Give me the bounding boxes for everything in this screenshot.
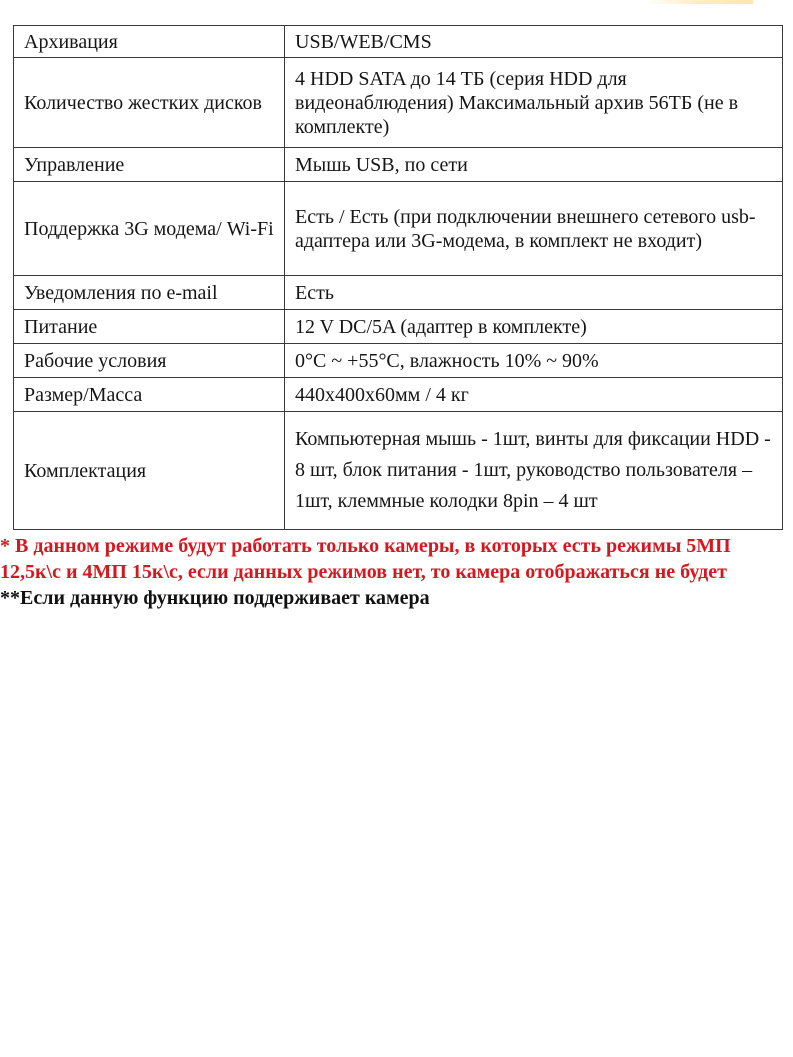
table-row xyxy=(14,378,783,412)
spec-label: Количество жестких дисков xyxy=(14,58,285,148)
table-row xyxy=(14,58,783,148)
spec-value: Есть xyxy=(285,276,783,310)
table-row xyxy=(14,182,783,276)
spec-value: 440x400x60мм / 4 кг xyxy=(285,378,783,412)
spec-value: 12 V DC/5A (адаптер в комплекте) xyxy=(285,310,783,344)
spec-value: Есть / Есть (при подключении внешнего сетевого usb-адаптера или 3G-модема, в комплект не входит) xyxy=(285,182,783,276)
spec-label: Комплектация xyxy=(14,412,285,530)
table-row xyxy=(14,310,783,344)
spec-label: Поддержка 3G модема/ Wi-Fi xyxy=(14,182,285,276)
spec-label: Уведомления по e-mail xyxy=(14,276,285,310)
spec-label: Архивация xyxy=(14,26,285,58)
spec-value: 4 HDD SATA до 14 ТБ (серия HDD для видеонаблюдения) Максимальный архив 56ТБ (не в комплекте) xyxy=(285,58,783,148)
spec-value: Мышь USB, по сети xyxy=(285,148,783,182)
footnotes xyxy=(0,533,790,611)
table-row xyxy=(14,276,783,310)
table-row xyxy=(14,412,783,530)
footnote-camera-support: **Если данную функцию поддерживает камера xyxy=(0,587,430,609)
spec-value: USB/WEB/CMS xyxy=(285,26,783,58)
spec-label: Управление xyxy=(14,148,285,182)
table-row xyxy=(14,148,783,182)
spec-value: 0°C ~ +55°C, влажность 10% ~ 90% xyxy=(285,344,783,378)
specifications-table xyxy=(13,25,783,530)
spec-value: Компьютерная мышь - 1шт, винты для фиксации HDD - 8 шт, блок питания - 1шт, руководство пользователя – 1шт, клеммные колодки 8pin – 4 шт xyxy=(285,412,783,530)
table-row xyxy=(14,344,783,378)
spec-label: Питание xyxy=(14,310,285,344)
footnote-camera-modes: * В данном режиме будут работать только камеры, в которых есть режимы 5МП 12,5к\с и 4МП 15к\с, если данных режимов нет, то камера отображаться не будет xyxy=(0,535,731,583)
decorative-top-accent xyxy=(643,0,753,4)
spec-label: Размер/Масса xyxy=(14,378,285,412)
table-row xyxy=(14,26,783,58)
spec-label: Рабочие условия xyxy=(14,344,285,378)
